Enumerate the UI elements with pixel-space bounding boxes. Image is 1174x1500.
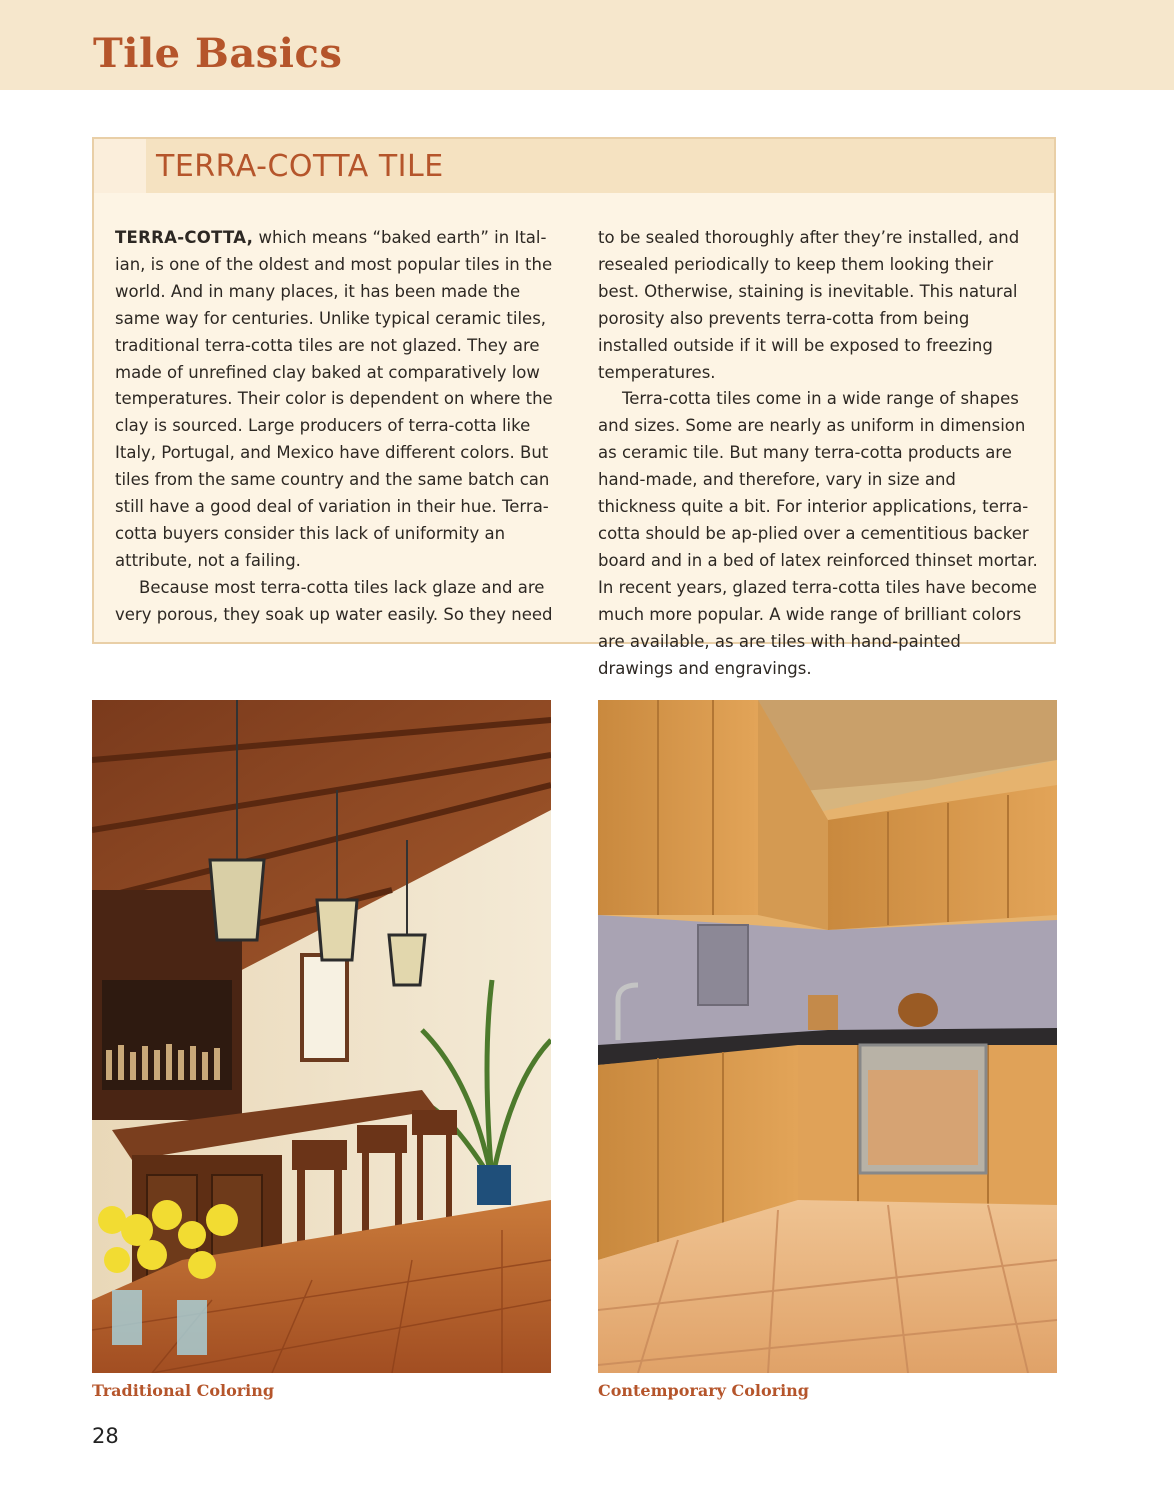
photo-caption-contemporary: Contemporary Coloring (598, 1381, 809, 1400)
photo-traditional-bar (92, 700, 551, 1373)
paragraph: Terra-cotta tiles come in a wide range of shapes and sizes. Some are nearly as uniform in dimension as ceramic tile. But many terra-cotta products are hand-made, and therefore, vary in size and thickness quite a bit. For interior applications, terra-cotta should be ap-plied over a cementitious backer board and in a bed of latex reinforced thinset mortar. In recent years, glazed terra-cotta tiles have become much more popular. A wide range of brilliant colors are available, as are tiles with hand-painted drawings and engravings. (598, 389, 1038, 678)
sidebar-title: TERRA-COTTA TILE (156, 149, 444, 184)
paragraph: to be sealed thoroughly after they’re installed, and resealed periodically to keep them looking their best. Otherwise, staining is inevitable. This natural porosity also prevents terra-cotta from being installed outside if it will be exposed to freezing temperatures. (598, 228, 1020, 382)
paragraph-text: which means “baked earth” in Ital-ian, is one of the oldest and most popular tiles in the world. And in many places, it has been made the same way for centuries. Unlike typical ceramic tiles, traditional terra-cotta tiles are not glazed. They are made of unrefined clay baked at comparatively low temperatures. Their color is dependent on where the clay is sourced. Large producers of terra-cotta like Italy, Portugal, and Mexico have different colors. But tiles from the same country and the same batch can still have a good deal of variation in their hue. Terra-cotta buyers consider this lack of uniformity an attribute, not a failing. (115, 228, 553, 570)
sidebar-header (94, 139, 1054, 193)
paragraph: Because most terra-cotta tiles lack glaze and are very porous, they soak up water easily. So they need (115, 577, 553, 624)
page-number: 28 (92, 1424, 119, 1448)
page-title: Tile Basics (93, 30, 343, 77)
photo-contemporary-kitchen (598, 700, 1057, 1373)
header-band (0, 0, 1174, 90)
text-column-left (115, 225, 555, 629)
text-column-right (598, 225, 1038, 682)
lead-word: TERRA-COTTA, (115, 228, 254, 247)
paragraph (115, 225, 555, 575)
photo-caption-traditional: Traditional Coloring (92, 1381, 275, 1400)
sidebar-header-accent (94, 139, 146, 193)
